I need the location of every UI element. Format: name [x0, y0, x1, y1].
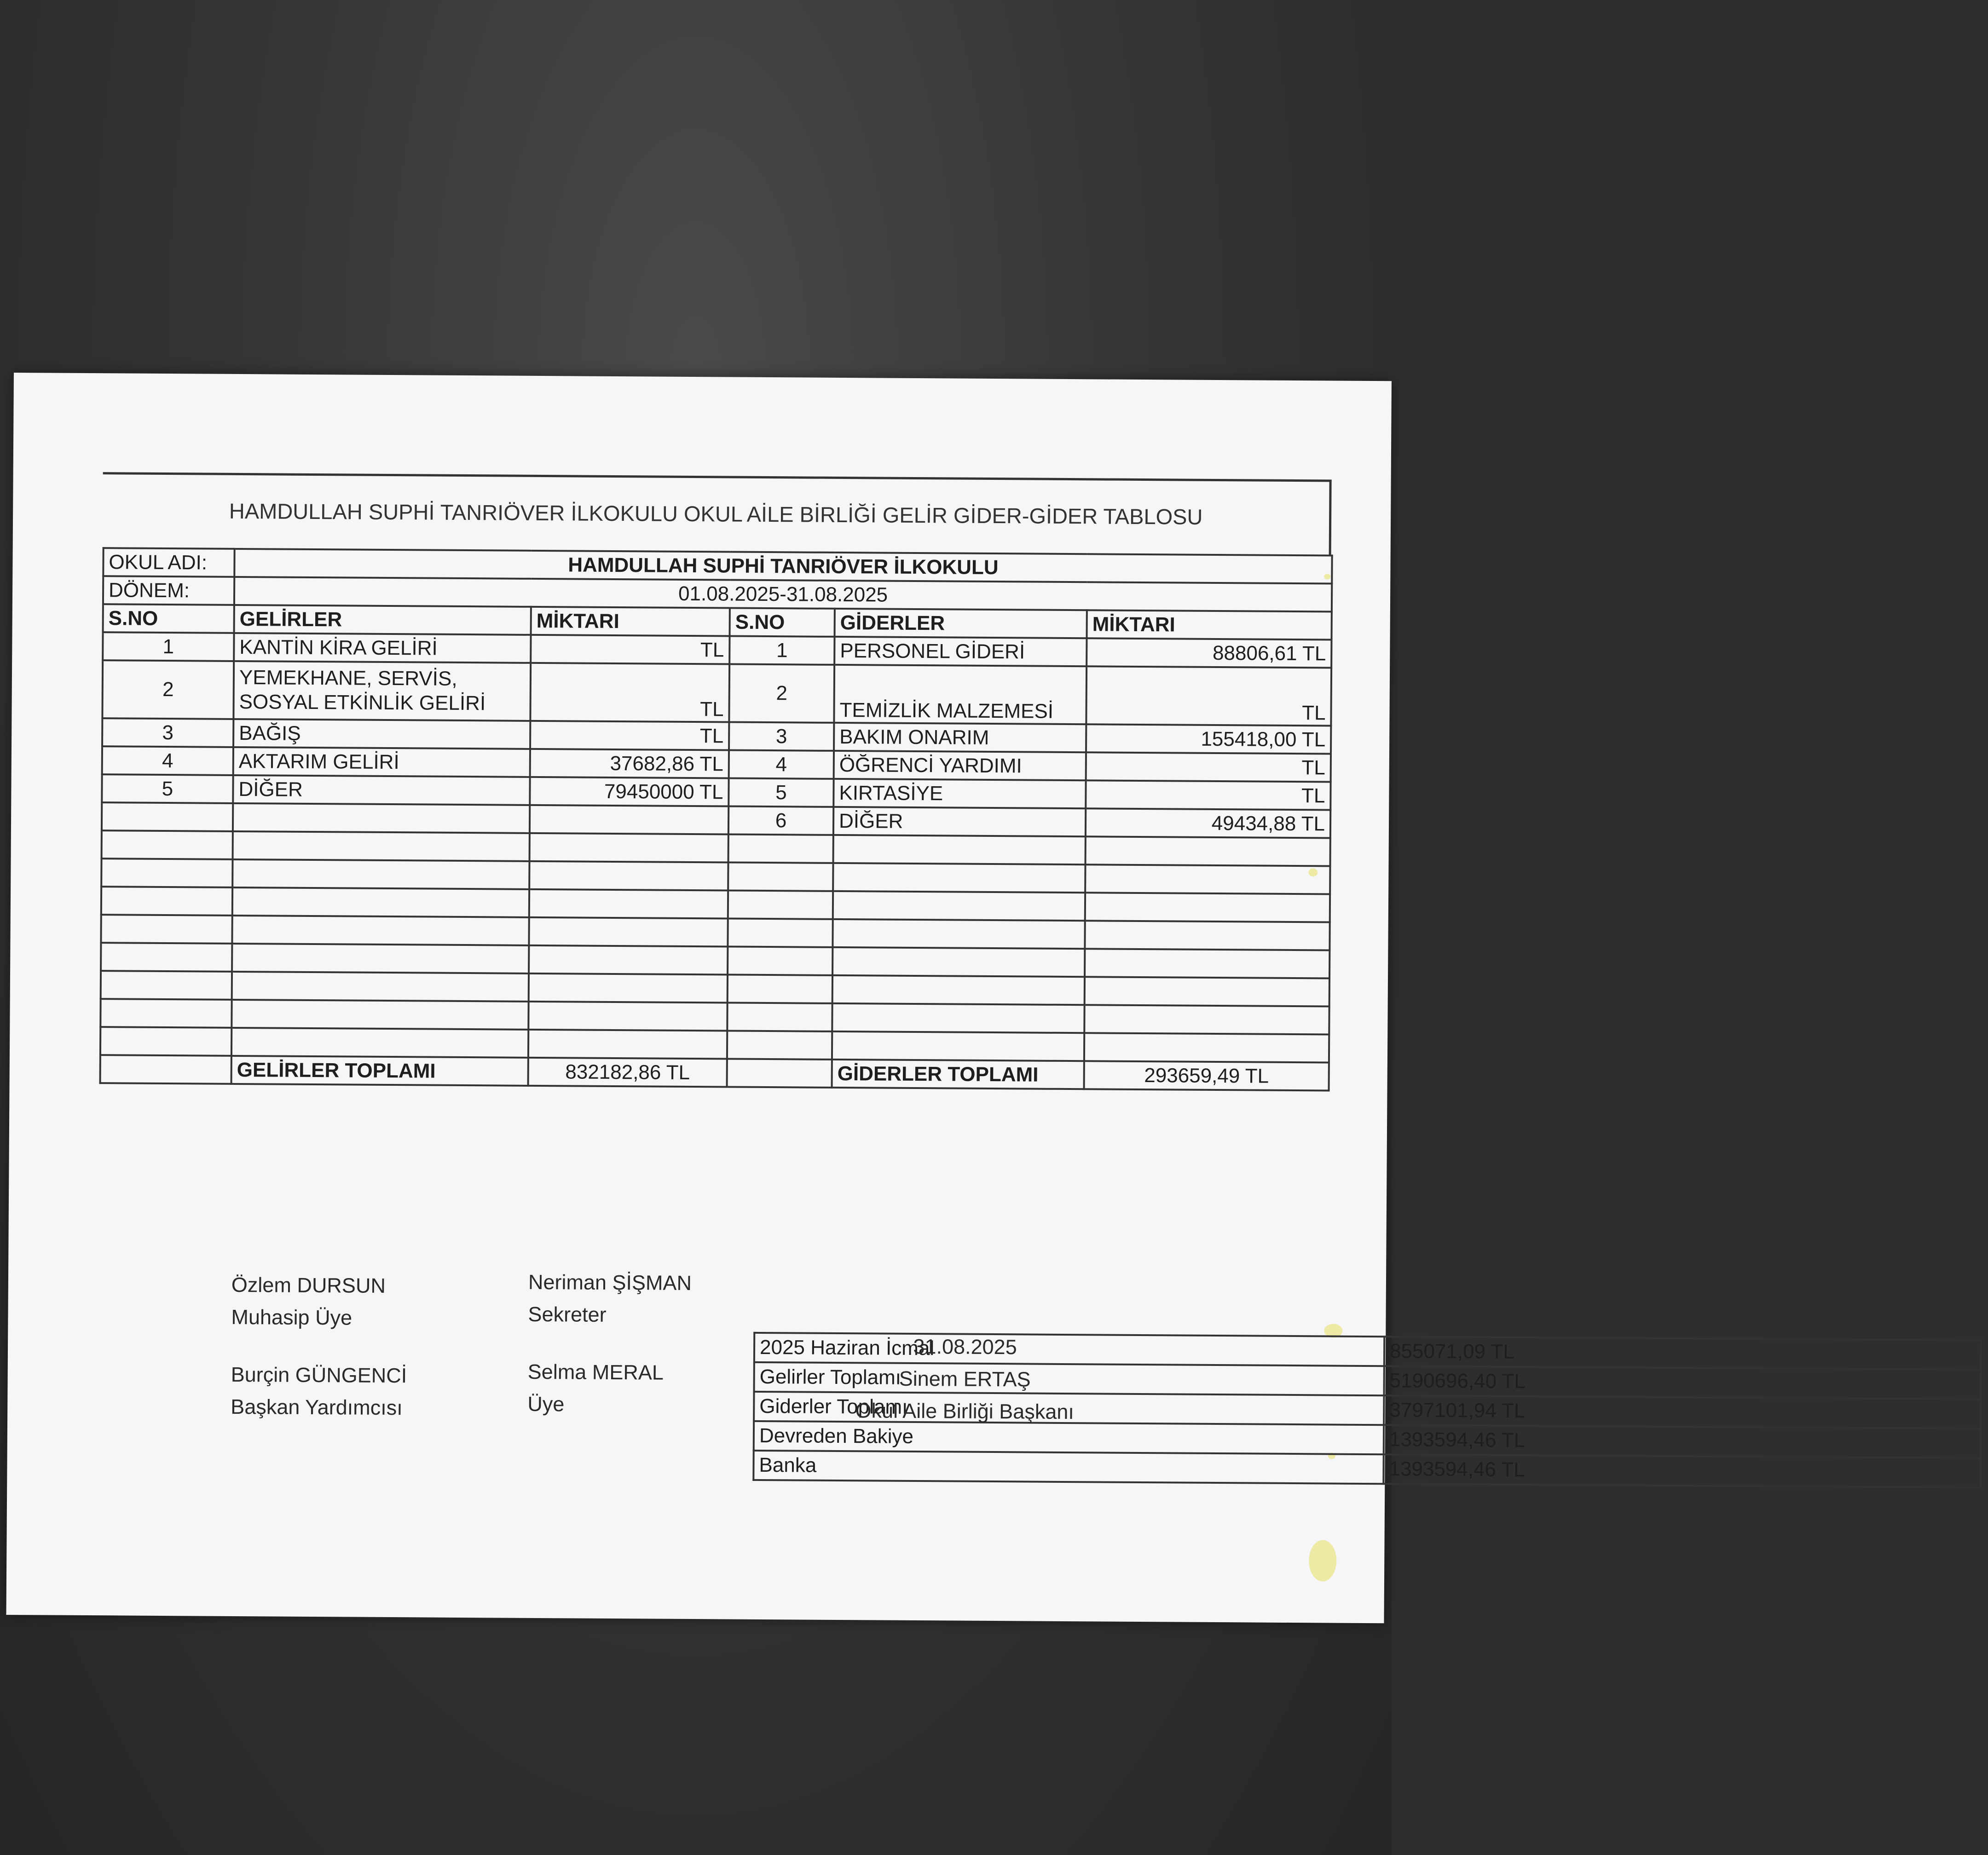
period-value: 01.08.2025-31.08.2025 — [234, 577, 1332, 612]
income-expense-table — [99, 547, 1333, 1091]
president-role: Okul Aile Birliği Başkanı — [855, 1399, 1074, 1424]
income-amount — [530, 805, 728, 835]
header-expense: GİDERLER — [835, 609, 1087, 638]
expense-amount: 88806,61 TL — [1086, 638, 1331, 668]
signature-block — [527, 1356, 664, 1421]
income-no: 4 — [102, 746, 233, 775]
expense-no: 5 — [728, 778, 833, 807]
paper-sheet — [6, 373, 1526, 1623]
summary-value: 1393594,46 TL — [1384, 1425, 1981, 1458]
president-name: Sinem ERTAŞ — [899, 1366, 1031, 1391]
income-total-value: 832182,86 TL — [528, 1058, 727, 1087]
expense-amount: 155418,00 TL — [1086, 724, 1331, 754]
expense-no: 2 — [729, 664, 834, 723]
table-row — [102, 660, 1331, 726]
expense-name: ÖĞRENCİ YARDIMI — [834, 751, 1086, 780]
expense-name: TEMİZLİK MALZEMESİ — [834, 665, 1086, 724]
expense-amount: TL — [1086, 752, 1331, 782]
expense-total-value: 293659,49 TL — [1084, 1061, 1329, 1090]
signer-name: Neriman ŞİŞMAN — [528, 1270, 692, 1295]
header-amount-2: MİKTARI — [1087, 610, 1332, 639]
expense-name: KIRTASİYE — [833, 779, 1086, 808]
summary-label: Giderler Toplamı — [754, 1392, 1384, 1425]
signer-name: Burçin GÜNGENCİ — [231, 1362, 407, 1388]
financial-report — [99, 472, 1332, 1091]
title-box — [103, 472, 1332, 554]
income-name: BAĞIŞ — [233, 719, 530, 749]
income-no: 5 — [102, 774, 233, 803]
summary-label: Banka — [753, 1451, 1383, 1484]
summary-label: Gelirler Toplamı — [754, 1362, 1384, 1395]
income-amount: 79450000 TL — [530, 777, 728, 807]
income-no: 1 — [103, 632, 234, 661]
income-no — [102, 802, 233, 831]
income-name — [233, 803, 530, 833]
signer-role: Sekreter — [528, 1302, 607, 1326]
expense-no: 6 — [728, 807, 833, 835]
summary-value: 1393594,46 TL — [1383, 1454, 1980, 1487]
summary-value: 5190696,40 TL — [1384, 1366, 1981, 1399]
signer-role: Üye — [527, 1392, 565, 1416]
header-sno-2: S.NO — [730, 608, 835, 637]
summary-label: Devreden Bakiye — [754, 1421, 1384, 1454]
expense-total-label: GİDERLER TOPLAMI — [832, 1060, 1084, 1089]
header-amount: MİKTARI — [531, 607, 730, 636]
income-name: DİĞER — [233, 775, 530, 805]
school-label: OKUL ADI: — [103, 548, 234, 577]
signer-role: Başkan Yardımcısı — [231, 1394, 403, 1420]
income-amount: TL — [531, 635, 729, 664]
summary-value: 855071,09 TL — [1384, 1337, 1981, 1370]
income-name: KANTİN KİRA GELİRİ — [234, 633, 531, 663]
summary-label: 2025 Haziran İcmal — [754, 1333, 1384, 1366]
header-income: GELİRLER — [234, 605, 531, 635]
income-name: YEMEKHANE, SERVİS, SOSYAL ETKİNLİK GELİRİ — [233, 661, 531, 721]
header-sno: S.NO — [103, 604, 234, 633]
expense-no: 4 — [729, 750, 834, 779]
yellow-speck — [1309, 1540, 1337, 1581]
summary-value: 3797101,94 TL — [1384, 1395, 1981, 1429]
income-no: 2 — [102, 660, 234, 719]
period-label: DÖNEM: — [103, 576, 234, 605]
expense-name: BAKIM ONARIM — [834, 723, 1086, 752]
signer-name: Özlem DURSUN — [231, 1273, 386, 1297]
signature-block — [231, 1269, 386, 1334]
income-name: AKTARIM GELİRİ — [233, 747, 530, 777]
expense-amount: TL — [1086, 666, 1331, 726]
expense-name: DİĞER — [833, 807, 1086, 836]
signature-block — [528, 1266, 692, 1331]
expense-no: 3 — [729, 722, 834, 751]
signer-role: Muhasip Üye — [231, 1305, 353, 1330]
income-total-label: GELİRLER TOPLAMI — [231, 1056, 528, 1086]
expense-no: 1 — [729, 636, 834, 665]
income-amount: TL — [530, 721, 729, 750]
signer-name: Selma MERAL — [527, 1360, 664, 1384]
school-value: HAMDULLAH SUPHİ TANRIÖVER İLKOKULU — [234, 549, 1332, 584]
expense-name: PERSONEL GİDERİ — [834, 637, 1086, 666]
income-no: 3 — [102, 718, 233, 747]
expense-amount: 49434,88 TL — [1086, 808, 1330, 838]
president-signature-block — [845, 1330, 1085, 1428]
income-amount: TL — [530, 663, 729, 722]
income-amount: 37682,86 TL — [530, 749, 729, 778]
signature-date: 31.08.2025 — [913, 1334, 1017, 1359]
document-title: HAMDULLAH SUPHİ TANRIÖVER İLKOKULU OKUL AİLE BİRLİĞİ GELİR GİDER-GİDER TABLOSU — [229, 498, 1203, 529]
expense-amount: TL — [1086, 780, 1330, 810]
signature-block — [231, 1359, 407, 1424]
